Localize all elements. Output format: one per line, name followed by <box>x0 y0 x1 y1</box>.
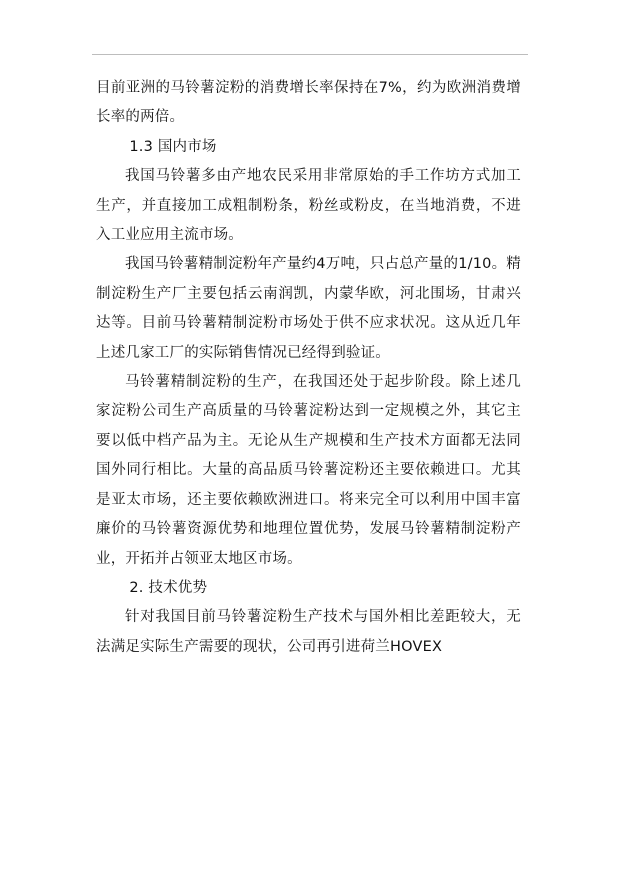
paragraph-technology-introduction: 针对我国目前马铃薯淀粉生产技术与国外相比差距较大，无法满足实际生产需要的现状，公司再引进荷兰HOVEX <box>96 609 521 655</box>
section-heading-technical-advantage: 2. 技术优势 <box>129 579 208 596</box>
section-heading-domestic-market: 1.3 国内市场 <box>129 138 217 155</box>
paragraph-refined-starch-output: 我国马铃薯精制淀粉年产量约4万吨，只占总产量的1/10。精制淀粉生产厂主要包括云南润凯，内蒙华欧，河北围场，甘肃兴达等。目前马铃薯精制淀粉市场处于供不应求状况。这从近几年上述几家工厂的实际销售情况已经得到验证。 <box>96 256 521 361</box>
document-body <box>96 74 521 662</box>
paragraph-consumption-growth: 目前亚洲的马铃薯淀粉的消费增长率保持在7%，约为欧洲消费增长率的两倍。 <box>96 80 521 126</box>
paragraph-industry-stage: 马铃薯精制淀粉的生产，在我国还处于起步阶段。除上述几家淀粉公司生产高质量的马铃薯淀粉达到一定规模之外，其它主要以低中档产品为主。无论从生产规模和生产技术方面都无法同国外同行相比。大量的高品质马铃薯淀粉还主要依赖进口。尤其是亚太市场，还主要依赖欧洲进口。将来完全可以利用中国丰富廉价的马铃薯资源优势和地理位置优势，发展马铃薯精制淀粉产业，开拓并占领亚太地区市场。 <box>96 374 521 567</box>
header-divider <box>92 54 528 55</box>
paragraph-domestic-production: 我国马铃薯多由产地农民采用非常原始的手工作坊方式加工生产，并直接加工成粗制粉条，粉丝或粉皮，在当地消费，不进入工业应用主流市场。 <box>96 168 521 244</box>
